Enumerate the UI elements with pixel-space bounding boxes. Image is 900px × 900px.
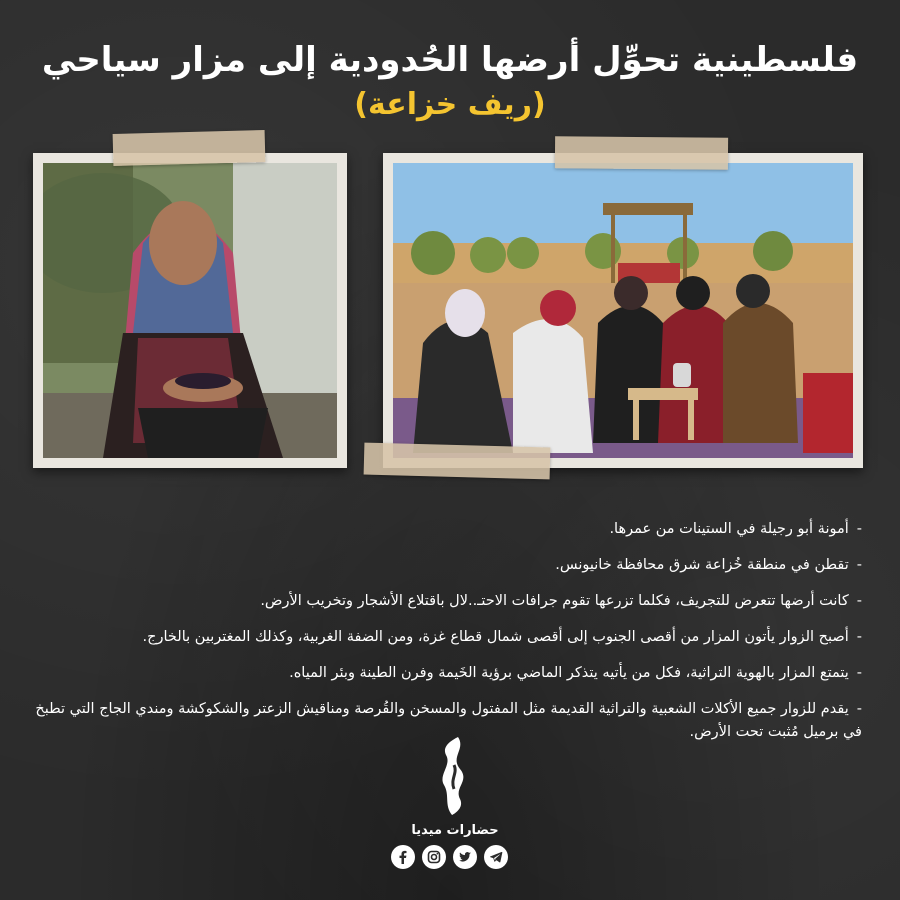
list-item: -أصبح الزوار يأتون المزار من أقصى الجنوب إلى أقصى شمال قطاع غزة، ومن الضفة الغربية، وكذلك المغتربين بالخارج. [142,629,862,645]
facebook-icon[interactable] [391,845,415,869]
title-block [0,40,900,122]
telegram-icon[interactable] [484,845,508,869]
photo-woman-olives-image [43,163,337,458]
tape-strip [113,130,266,166]
bullet-list [32,518,862,757]
list-item: -يتمتع المزار بالهوية التراثية، فكل من يأتيه يتذكر الماضي برؤية الخَيمة وفرن الطينة وبئر المياه. [289,665,862,681]
photo-group-women [383,153,863,468]
photo-woman-olives [33,153,347,468]
list-item: -يقدم للزوار جميع الأكلات الشعبية والتراثية القديمة مثل المفتول والمسخن والقُرصة ومناقيش الزعتر والشكوكشة ومندي الجاج التي تطبخ في برميل مُثبت تحت الأرض. [35,701,862,740]
page-subtitle: (ريف خزاعة) [354,86,546,122]
twitter-icon[interactable] [453,845,477,869]
flame-logo-icon [430,735,480,815]
page-title: فلسطينية تحوِّل أرضها الحُدودية إلى مزار سياحي [41,40,859,80]
brand-name: حضارات ميديا [411,823,499,838]
instagram-icon[interactable] [422,845,446,869]
social-links [391,845,508,869]
list-item: -أمونة أبو رجيلة في الستينات من عمرها. [609,521,862,537]
list-item: -تقطن في منطقة خُزاعة شرق محافظة خانيونس. [555,557,862,573]
tape-strip [555,136,728,170]
photo-group-women-image [393,163,853,458]
list-item: -كانت أرضها تتعرض للتجريف، فكلما تزرعها تقوم جرافات الاحتـ..لال باقتلاع الأشجار وتخريب الأرض. [260,593,862,609]
tape-strip [364,443,551,480]
brand-logo [400,735,510,838]
